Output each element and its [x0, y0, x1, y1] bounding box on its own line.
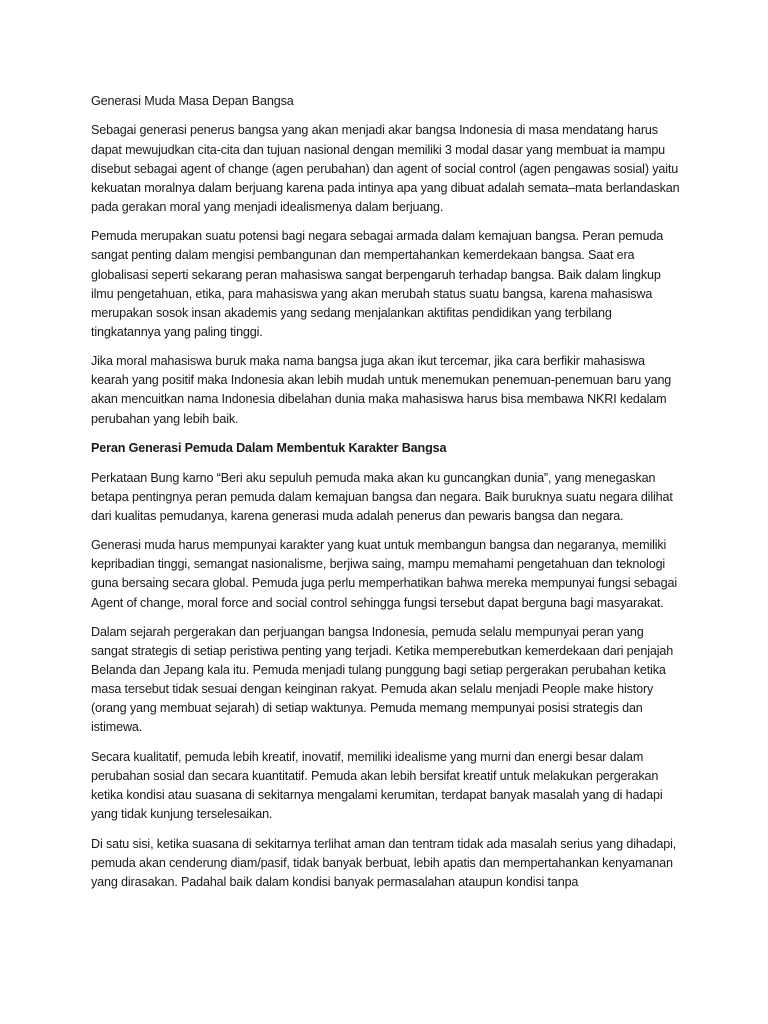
- document-body: [91, 92, 681, 902]
- document-title: Generasi Muda Masa Depan Bangsa: [91, 94, 294, 108]
- paragraph-2: Pemuda merupakan suatu potensi bagi negara sebagai armada dalam kemajuan bangsa. Peran pemuda sangat penting dalam mengisi pembangunan dan mempertahankan kemerdekaan bangsa. Saat era globalisasi seperti sekarang peran mahasiswa sangat berpengaruh terhadap bangsa. Baik dalam lingkup ilmu pengetahuan, etika, para mahasiswa yang akan merubah status suatu bangsa, karena mahasiswa merupakan sosok insan akademis yang sedang menjalankan aktifitas pendidikan yang terbilang tingkatannya yang paling tinggi.: [91, 229, 664, 339]
- paragraph-1: Sebagai generasi penerus bangsa yang akan menjadi akar bangsa Indonesia di masa mendatang harus dapat mewujudkan cita-cita dan tujuan nasional dengan memiliki 3 modal dasar yang membuat ia mampu disebut sebagai agent of change (agen perubahan) dan agent of social control (agen pengawas sosial) yaitu kekuatan moralnya dalam berjuang karena pada intinya apa yang dibuat adalah semata–mata berlandaskan pada gerakan moral yang menjadi idealismenya dalam berjuang.: [91, 123, 680, 214]
- paragraph-7: Secara kualitatif, pemuda lebih kreatif, inovatif, memiliki idealisme yang murni dan energi besar dalam perubahan sosial dan secara kuantitatif. Pemuda akan lebih bersifat kreatif untuk melakukan pergerakan ketika kondisi atau suasana di sekitarnya mengalami kerumitan, terdapat banyak masalah yang di hadapi yang tidak kunjung terselesaikan.: [91, 749, 663, 822]
- paragraph-6: Dalam sejarah pergerakan dan perjuangan bangsa Indonesia, pemuda selalu mempunyai peran yang sangat strategis di setiap peristiwa penting yang terjadi. Ketika memperebutkan kemerdekaan dari penjajah Belanda dan Jepang kala itu. Pemuda menjadi tulang punggung bagi setiap pergerakan perubahan ketika masa tersebut tidak sesuai dengan keinginan rakyat. Pemuda akan selalu menjadi People make history (orang yang membuat sejarah) di setiap waktunya. Pemuda memang mempunyai posisi strategis dan istimewa.: [91, 624, 674, 735]
- section-heading: Peran Generasi Pemuda Dalam Membentuk Karakter Bangsa: [91, 441, 447, 456]
- paragraph-3: Jika moral mahasiswa buruk maka nama bangsa juga akan ikut tercemar, jika cara berfikir mahasiswa kearah yang positif maka Indonesia akan lebih mudah untuk menemukan penemuan-penemuan baru yang akan mencuitkan nama Indonesia dibelahan dunia maka mahasiswa harus bisa membawa NKRI kedalam perubahan yang lebih baik.: [91, 354, 672, 426]
- paragraph-8: Di satu sisi, ketika suasana di sekitarnya terlihat aman dan tentram tidak ada masalah serius yang dihadapi, pemuda akan cenderung diam/pasif, tidak banyak berbuat, lebih apatis dan mempertahankan kenyamanan yang dirasakan. Padahal baik dalam kondisi banyak permasalahan ataupun kondisi tanpa: [91, 836, 677, 889]
- paragraph-5: Generasi muda harus mempunyai karakter yang kuat untuk membangun bangsa dan negaranya, memiliki kepribadian tinggi, semangat nasionalisme, berjiwa saing, mampu memahami pengetahuan dan teknologi guna bersaing secara global. Pemuda juga perlu memperhatikan bahwa mereka mempunyai fungsi sebagai Agent of change, moral force and social control sehingga fungsi tersebut dapat berguna bagi masyarakat.: [91, 538, 677, 610]
- paragraph-4: Perkataan Bung karno “Beri aku sepuluh pemuda maka akan ku guncangkan dunia”, yang menegaskan betapa pentingnya peran pemuda dalam kemajuan bangsa dan negara. Baik buruknya suatu negara dilihat dari kualitas pemudanya, karena generasi muda adalah penerus dan pewaris bangsa dan negara.: [91, 470, 673, 523]
